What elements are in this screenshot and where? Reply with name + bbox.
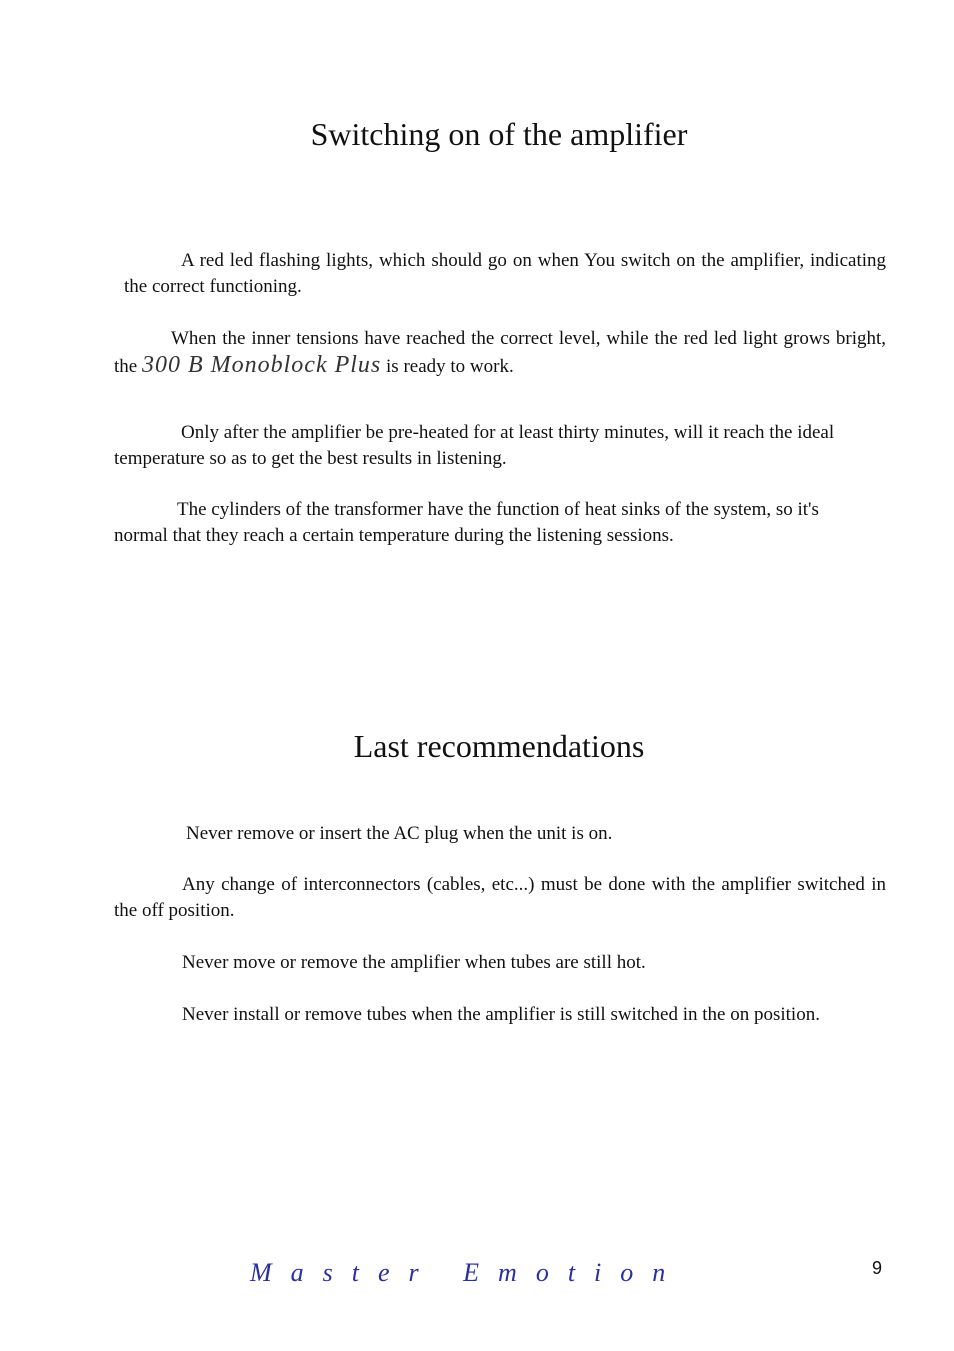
paragraph-ready-to-work [114, 326, 886, 380]
paragraph-ready-text-after: is ready to work. [381, 356, 514, 377]
page-number: 9 [872, 1258, 883, 1278]
paragraph-preheat: Only after the amplifier be pre-heated for at least thirty minutes, will it reach the ideal temperature so as to get the best results in listening. [114, 422, 835, 469]
paragraph-led-indicator: A red led flashing lights, which should go on when You switch on the amplifier, indicating the correct functioning. [124, 250, 886, 297]
section-title-last-recommendations: Last recommendations [353, 728, 645, 764]
section-title-switching-on: Switching on of the amplifier [310, 116, 688, 152]
recommendation-hot-tubes: Never move or remove the amplifier when tubes are still hot. [182, 952, 646, 973]
product-name: 300 B Monoblock Plus [141, 352, 382, 378]
footer-brand-logo: Master Emotion [250, 1258, 685, 1287]
recommendation-interconnectors: Any change of interconnectors (cables, etc...) must be done with the amplifier switched in the off position. [114, 874, 886, 921]
recommendation-install-tubes: Never install or remove tubes when the amplifier is still switched in the on position. [182, 1004, 820, 1025]
recommendation-ac-plug: Never remove or insert the AC plug when the unit is on. [186, 823, 613, 844]
paragraph-ready-text-before: When the inner tensions have reached the correct level, while the red led light grows bright, the [114, 328, 886, 377]
paragraph-heat-sinks: The cylinders of the transformer have the function of heat sinks of the system, so it's normal that they reach a certain temperature during the listening sessions. [114, 499, 819, 546]
